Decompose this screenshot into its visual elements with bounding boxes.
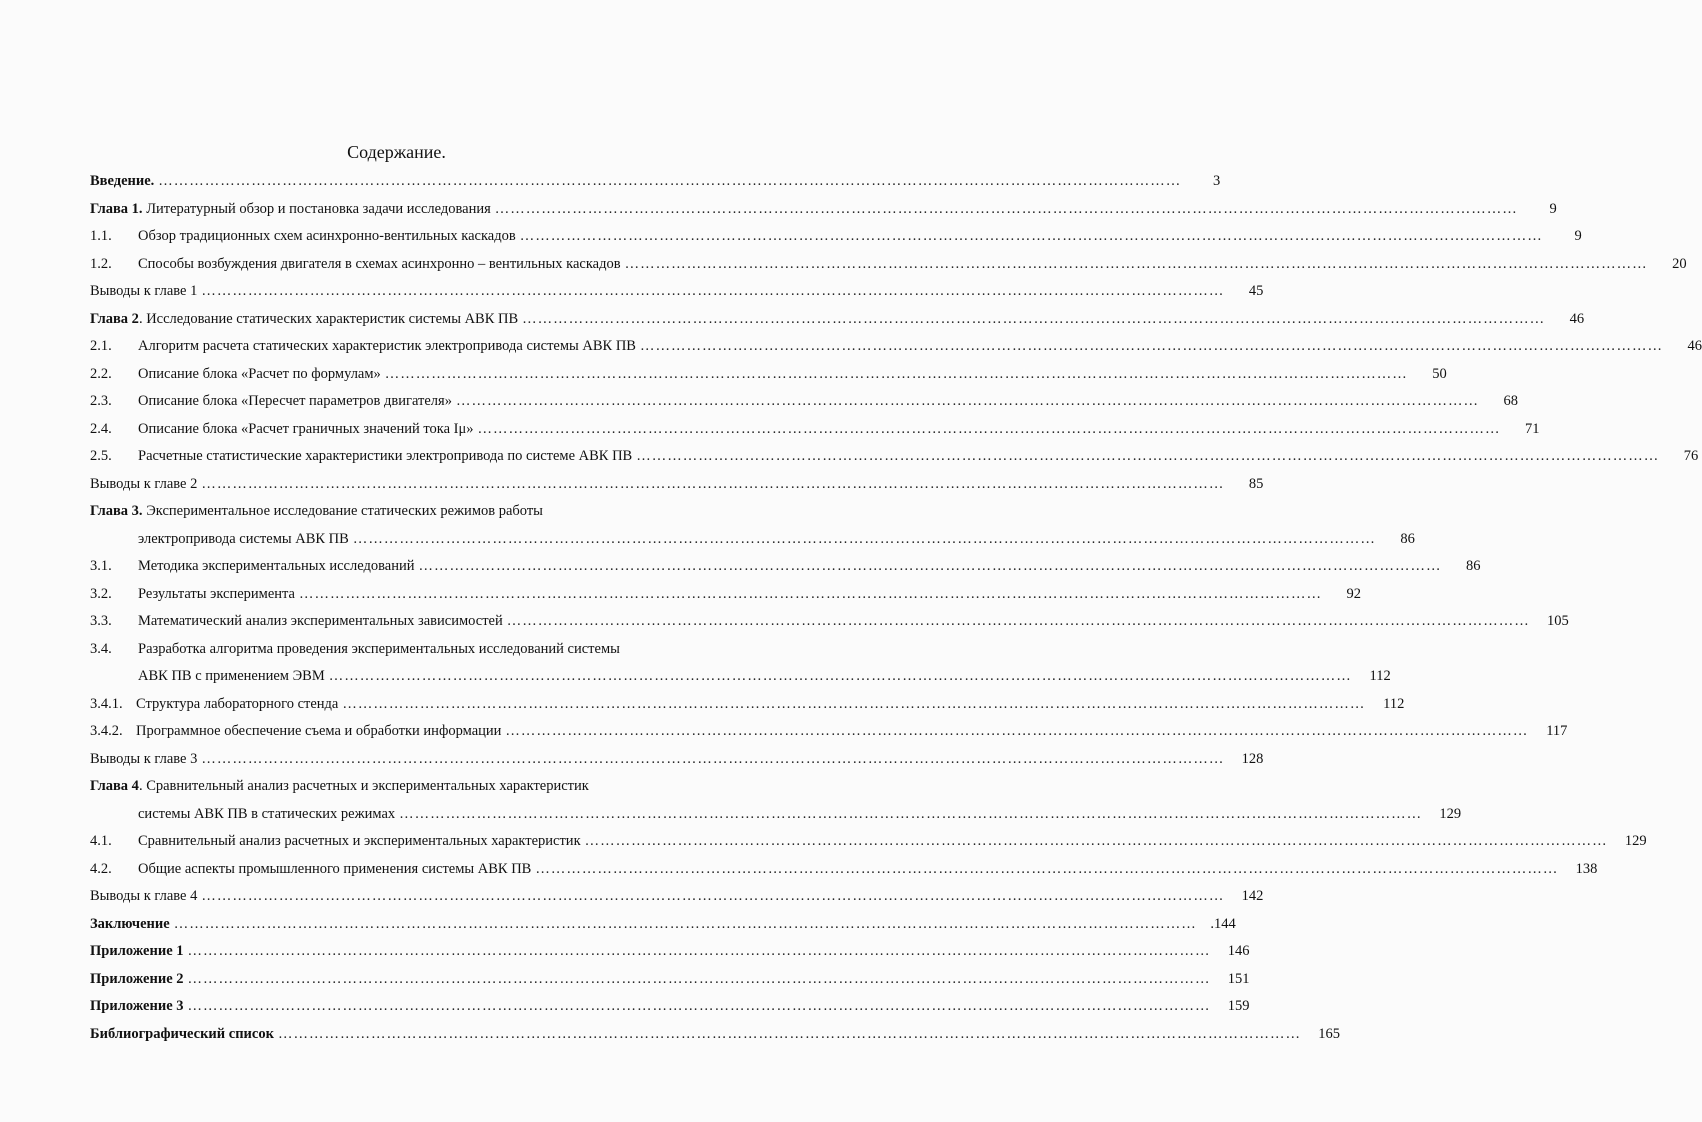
toc-page-number: 92 bbox=[1346, 585, 1361, 602]
toc-entry-chapter-3-cont[interactable] bbox=[90, 526, 1415, 554]
section-number: 2.4. bbox=[90, 420, 112, 437]
section-number: 3.4.1. bbox=[90, 695, 123, 712]
toc-entry-1-2[interactable] bbox=[90, 251, 1687, 279]
toc-page-number: 9 bbox=[1574, 228, 1582, 244]
toc-page-number: 71 bbox=[1525, 420, 1540, 437]
toc-page-number: 142 bbox=[1241, 888, 1264, 904]
toc-entry-chapter-4[interactable] bbox=[90, 773, 730, 801]
toc-entry-title: электропривода системы АВК ПВ bbox=[138, 530, 349, 547]
section-number: 4.1. bbox=[90, 833, 112, 849]
dot-leader bbox=[418, 553, 1441, 581]
toc-entry-introduction[interactable] bbox=[90, 168, 1221, 196]
dot-leader bbox=[399, 801, 1422, 829]
toc-entry-chapter-3[interactable] bbox=[90, 498, 730, 526]
dot-leader bbox=[342, 691, 1365, 719]
chapter-title: . Сравнительный анализ расчетных и экспериментальных характеристик bbox=[138, 778, 589, 794]
section-number: 1.2. bbox=[90, 255, 112, 272]
toc-entry-title bbox=[90, 498, 543, 526]
toc-entry-3-4-2[interactable] bbox=[90, 718, 1568, 746]
toc-page-number: 46 bbox=[1687, 338, 1702, 354]
toc-page-number: 46 bbox=[1569, 310, 1585, 327]
toc-page-number: 68 bbox=[1503, 393, 1518, 409]
toc-entry-title: Математический анализ экспериментальных зависимостей bbox=[138, 613, 503, 629]
toc-page-number: 138 bbox=[1575, 860, 1598, 877]
toc-entry-title: Структура лабораторного стенда bbox=[136, 695, 339, 712]
dot-leader bbox=[329, 663, 1352, 691]
toc-entry-title: АВК ПВ с применением ЭВМ bbox=[138, 668, 325, 684]
toc-entry-appendix-2[interactable] bbox=[90, 966, 1250, 994]
toc-entry-3-3[interactable] bbox=[90, 608, 1569, 636]
toc-page-number: 86 bbox=[1465, 558, 1481, 574]
toc-page-number: 85 bbox=[1248, 475, 1264, 492]
toc-entry-title bbox=[90, 773, 589, 801]
chapter-label: Глава 1. bbox=[90, 200, 143, 217]
toc-entry-conclusions-4[interactable] bbox=[90, 883, 1264, 911]
dot-leader bbox=[201, 746, 1224, 774]
section-number: 2.3. bbox=[90, 393, 112, 409]
dot-leader bbox=[495, 196, 1518, 224]
section-number: 2.2. bbox=[90, 365, 112, 382]
toc-entry-title: Алгоритм расчета статических характеристик электропривода системы АВК ПВ bbox=[138, 338, 636, 354]
toc-entry-2-5[interactable] bbox=[90, 443, 1699, 471]
section-number: 3.1. bbox=[90, 558, 112, 574]
toc-entry-4-1[interactable] bbox=[90, 828, 1647, 856]
toc-entry-3-1[interactable] bbox=[90, 553, 1481, 581]
toc-entry-title: Описание блока «Пересчет параметров двигателя» bbox=[138, 393, 452, 409]
toc-entry-1-1[interactable] bbox=[90, 223, 1582, 251]
toc-entry-appendix-1[interactable] bbox=[90, 938, 1250, 966]
toc-entry-title: Заключение bbox=[90, 915, 170, 932]
toc-page-number: 86 bbox=[1400, 530, 1415, 547]
toc-entry-bibliography[interactable] bbox=[90, 1021, 1340, 1049]
toc-entry-title: Программное обеспечение съема и обработки информации bbox=[136, 723, 502, 739]
dot-leader bbox=[158, 168, 1181, 196]
toc-entry-title: Выводы к главе 3 bbox=[90, 750, 198, 767]
dot-leader bbox=[353, 526, 1376, 554]
toc-entry-title: Библиографический список bbox=[90, 1025, 274, 1042]
toc-entry-2-3[interactable] bbox=[90, 388, 1518, 416]
toc-entry-title: Приложение 2 bbox=[90, 970, 184, 987]
toc-entry-appendix-3[interactable] bbox=[90, 993, 1250, 1021]
toc-entry-conclusions-1[interactable] bbox=[90, 278, 1264, 306]
toc-page-number: 45 bbox=[1248, 283, 1264, 299]
toc-entry-title bbox=[90, 306, 518, 334]
dot-leader bbox=[188, 966, 1211, 994]
dot-leader bbox=[188, 993, 1211, 1021]
dot-leader bbox=[456, 388, 1479, 416]
section-number: 3.2. bbox=[90, 585, 112, 602]
toc-page-number: 20 bbox=[1672, 255, 1687, 272]
toc-entry-chapter-2[interactable] bbox=[90, 306, 1585, 334]
toc-page-number: 159 bbox=[1227, 998, 1250, 1014]
section-number: 2.1. bbox=[90, 338, 112, 354]
dot-leader bbox=[640, 333, 1663, 361]
toc-entry-3-4-1[interactable] bbox=[90, 691, 1405, 719]
toc-entry-title: Расчетные статистические характеристики электропривода по системе АВК ПВ bbox=[138, 448, 633, 464]
toc-entry-title: Общие аспекты промышленного применения системы АВК ПВ bbox=[138, 860, 532, 877]
dot-leader bbox=[507, 608, 1530, 636]
toc-entry-2-4[interactable] bbox=[90, 416, 1540, 444]
chapter-title: . Исследование статических характеристик системы АВК ПВ bbox=[138, 310, 519, 327]
toc-entry-title: Приложение 3 bbox=[90, 998, 184, 1014]
toc-page-number: 3 bbox=[1213, 173, 1221, 189]
toc-entry-title: Введение. bbox=[90, 173, 155, 189]
toc-entry-title: Выводы к главе 1 bbox=[90, 283, 198, 299]
dot-leader bbox=[522, 306, 1545, 334]
toc-entry-title: Выводы к главе 2 bbox=[90, 475, 198, 492]
toc-entry-title bbox=[90, 196, 491, 224]
toc-entry-title: Результаты эксперимента bbox=[138, 585, 295, 602]
toc-page-number: 76 bbox=[1683, 448, 1699, 464]
table-of-contents bbox=[90, 168, 1702, 1048]
toc-entry-2-1[interactable] bbox=[90, 333, 1702, 361]
section-number: 2.5. bbox=[90, 448, 112, 464]
section-number: 3.4. bbox=[90, 640, 112, 657]
dot-leader bbox=[585, 828, 1608, 856]
dot-leader bbox=[174, 911, 1197, 939]
toc-page-number: 9 bbox=[1549, 200, 1557, 217]
toc-entry-conclusion[interactable] bbox=[90, 911, 1236, 939]
toc-entry-conclusions-2[interactable] bbox=[90, 471, 1264, 499]
dot-leader bbox=[478, 416, 1501, 444]
dot-leader bbox=[201, 883, 1224, 911]
toc-page-number: 50 bbox=[1432, 365, 1447, 382]
toc-page-number: 105 bbox=[1546, 613, 1569, 629]
dot-leader bbox=[636, 443, 1659, 471]
chapter-title: Литературный обзор и постановка задачи исследования bbox=[142, 200, 491, 217]
chapter-label: Глава 3. bbox=[90, 503, 143, 519]
dot-leader bbox=[385, 361, 1408, 389]
toc-page-number: 146 bbox=[1227, 943, 1250, 959]
toc-entry-3-4[interactable] bbox=[90, 636, 730, 664]
page-title: Содержание. bbox=[347, 142, 446, 162]
toc-entry-3-4-cont[interactable] bbox=[90, 663, 1391, 691]
toc-entry-conclusions-3[interactable] bbox=[90, 746, 1264, 774]
dot-leader bbox=[201, 278, 1224, 306]
toc-entry-title: Сравнительный анализ расчетных и экспериментальных характеристик bbox=[138, 833, 581, 849]
toc-entry-title: Разработка алгоритма проведения экспериментальных исследований системы bbox=[138, 640, 620, 657]
toc-page-number: 129 bbox=[1439, 805, 1462, 822]
toc-page-number: 129 bbox=[1624, 833, 1647, 849]
toc-entry-title: Методика экспериментальных исследований bbox=[138, 558, 415, 574]
dot-leader bbox=[278, 1021, 1301, 1049]
dot-leader bbox=[188, 938, 1211, 966]
toc-entry-title: Приложение 1 bbox=[90, 943, 184, 959]
toc-page-number: .144 bbox=[1210, 915, 1236, 932]
toc-entry-4-2[interactable] bbox=[90, 856, 1598, 884]
toc-entry-title: Обзор традиционных схем асинхронно-вентильных каскадов bbox=[138, 228, 516, 244]
toc-entry-3-2[interactable] bbox=[90, 581, 1361, 609]
section-number: 4.2. bbox=[90, 860, 112, 877]
toc-page-number: 112 bbox=[1369, 668, 1391, 684]
toc-entry-title: Описание блока «Расчет по формулам» bbox=[138, 365, 381, 382]
toc-page-number: 165 bbox=[1318, 1025, 1340, 1042]
dot-leader bbox=[201, 471, 1224, 499]
chapter-title: Экспериментальное исследование статических режимов работы bbox=[142, 503, 543, 519]
toc-entry-2-2[interactable] bbox=[90, 361, 1447, 389]
toc-page-number: 128 bbox=[1241, 750, 1264, 767]
dot-leader bbox=[535, 856, 1558, 884]
toc-entry-title: Описание блока «Расчет граничных значений тока Iμ» bbox=[138, 420, 474, 437]
toc-page-number: 112 bbox=[1383, 695, 1405, 712]
dot-leader bbox=[505, 718, 1528, 746]
toc-page-number: 151 bbox=[1227, 970, 1250, 987]
dot-leader bbox=[299, 581, 1322, 609]
toc-entry-chapter-1[interactable] bbox=[90, 196, 1557, 224]
toc-page-number: 117 bbox=[1546, 723, 1568, 739]
toc-entry-chapter-4-cont[interactable] bbox=[90, 801, 1462, 829]
toc-entry-title: Выводы к главе 4 bbox=[90, 888, 198, 904]
chapter-label: Глава 4 bbox=[90, 778, 139, 794]
dot-leader bbox=[625, 251, 1648, 279]
dot-leader bbox=[520, 223, 1543, 251]
toc-entry-title: Способы возбуждения двигателя в схемах асинхронно – вентильных каскадов bbox=[138, 255, 621, 272]
section-number: 1.1. bbox=[90, 228, 112, 244]
chapter-label: Глава 2 bbox=[90, 310, 139, 327]
toc-entry-title: системы АВК ПВ в статических режимах bbox=[138, 805, 396, 822]
section-number: 3.3. bbox=[90, 613, 112, 629]
section-number: 3.4.2. bbox=[90, 723, 123, 739]
